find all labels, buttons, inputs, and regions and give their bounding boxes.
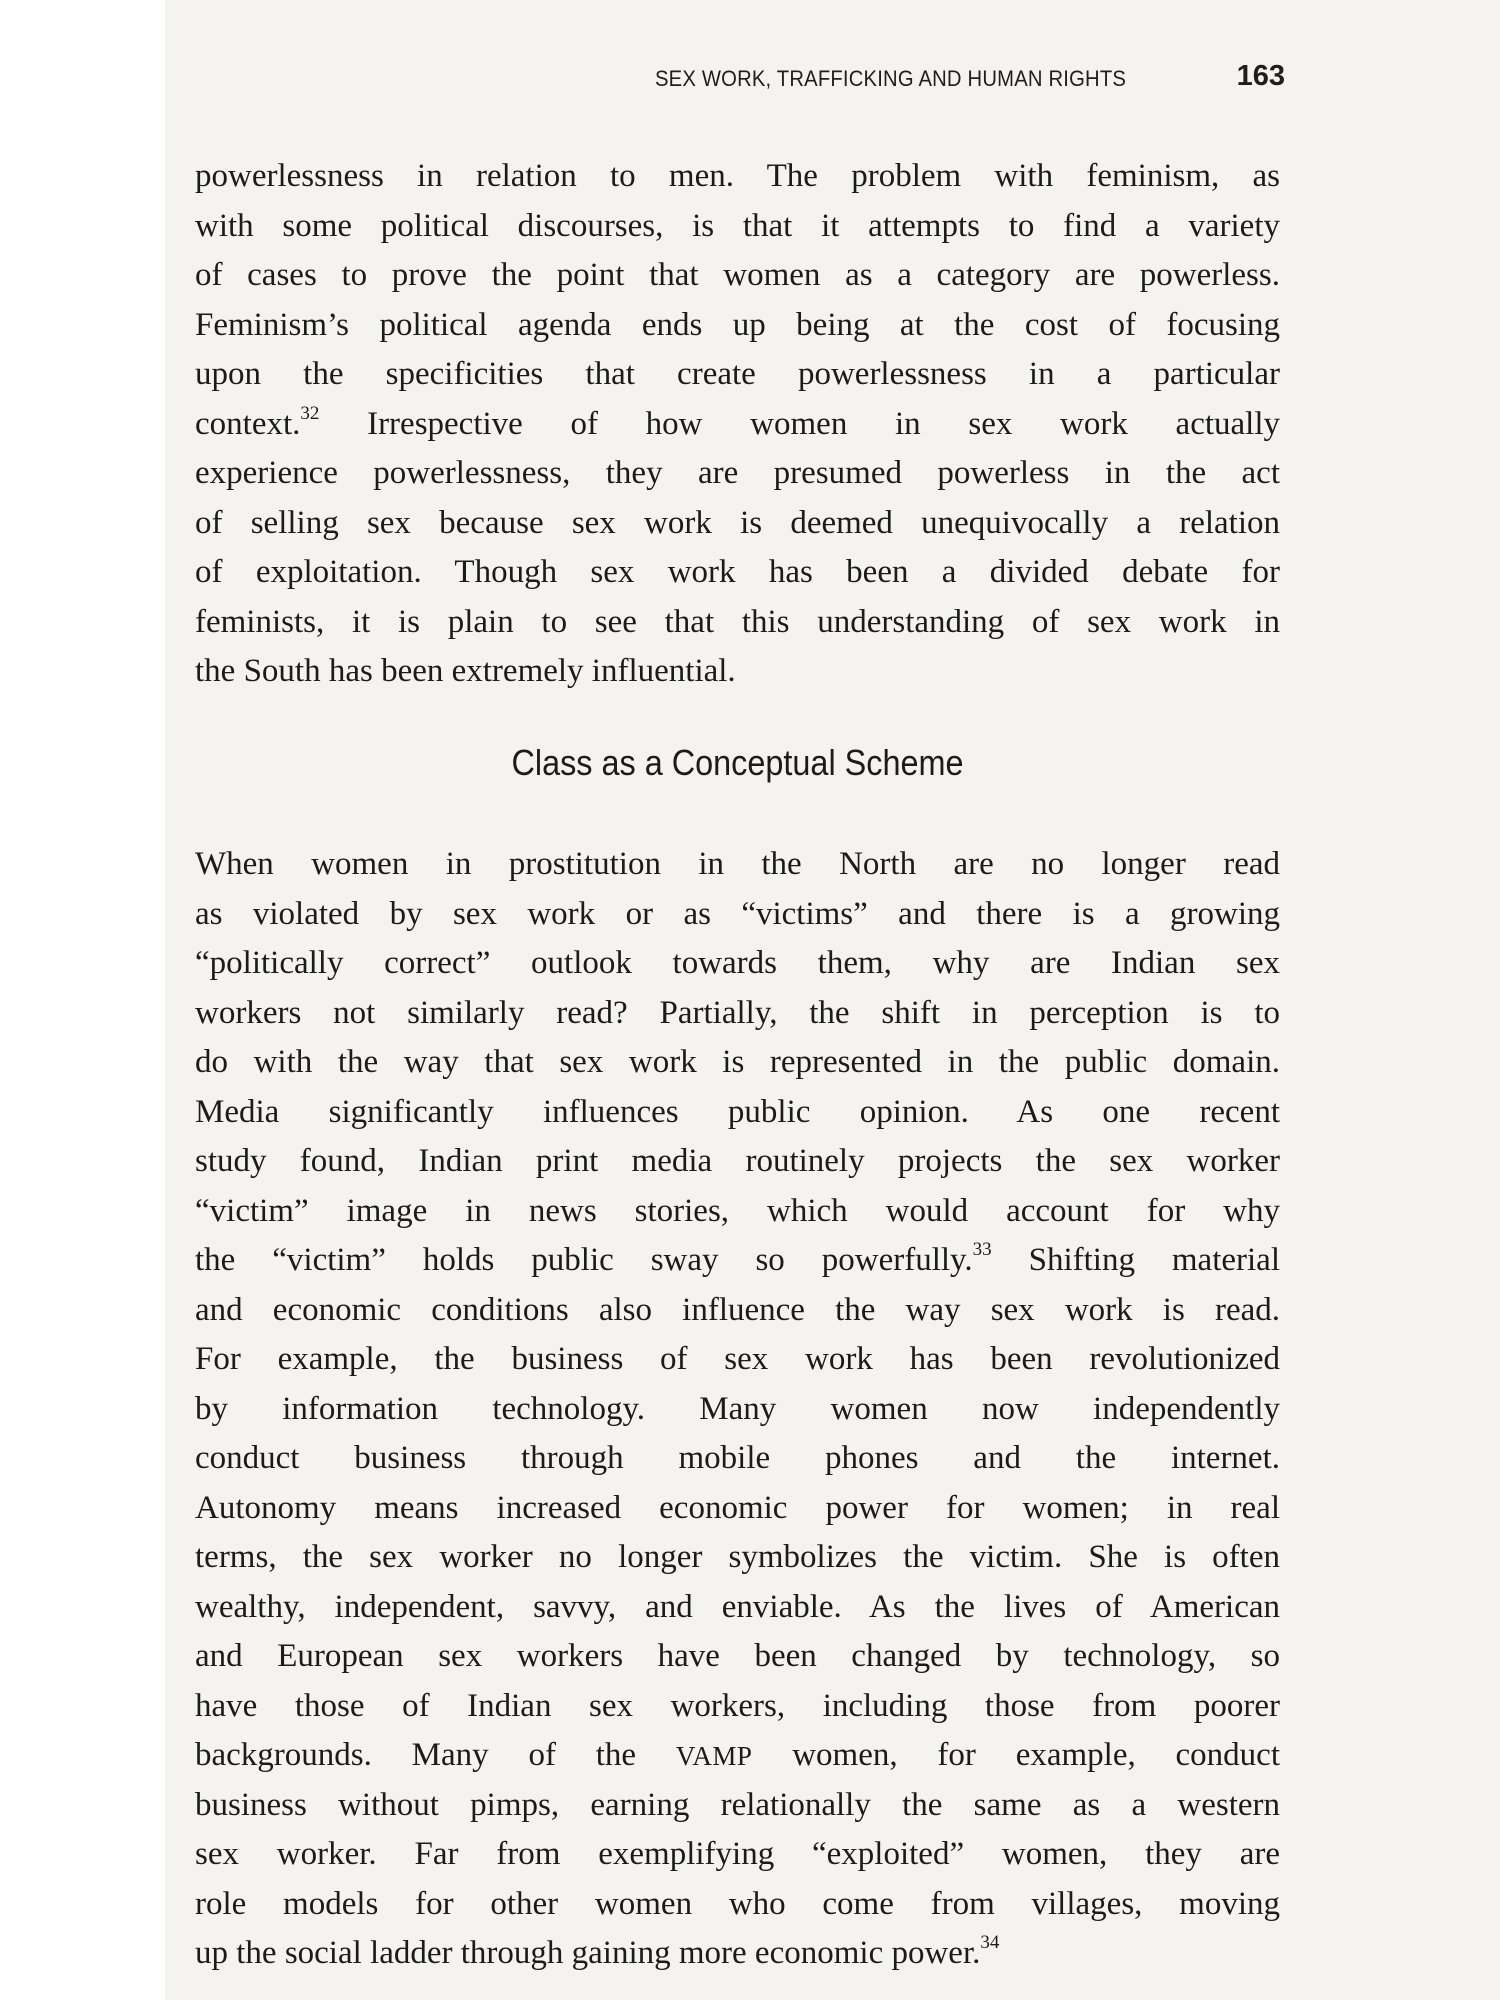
- text-line: [195, 548, 1280, 598]
- text-line: [195, 152, 1280, 202]
- running-head: SEX WORK, TRAFFICKING AND HUMAN RIGHTS: [655, 66, 1127, 91]
- text-line: [195, 1583, 1280, 1633]
- line-text: the “victim” holds public sway so powerfully.: [195, 1242, 973, 1278]
- line-text: of selling sex because sex work is deemed unequivocally a relation: [195, 504, 1280, 541]
- text-line: [195, 1731, 1280, 1781]
- line-text: Media significantly influences public opinion. As one recent: [195, 1093, 1280, 1130]
- text-line: [195, 1335, 1280, 1385]
- line-text: up the social ladder through gaining more economic power.: [195, 1935, 981, 1971]
- text-line: [195, 890, 1280, 940]
- text-line: [195, 1286, 1280, 1336]
- line-text: of exploitation. Though sex work has been a divided debate for: [195, 554, 1280, 590]
- line-text: context.: [195, 405, 301, 442]
- footnote-marker: 33: [972, 1239, 992, 1260]
- text-line: [195, 1038, 1280, 1088]
- line-text: upon the specificities that create powerlessness in a particular: [195, 356, 1280, 392]
- small-caps-text: VAMP: [675, 1741, 753, 1771]
- text-line: [195, 1830, 1280, 1880]
- text-line: [195, 598, 1280, 648]
- line-text: “politically correct” outlook towards them, why are Indian sex: [195, 945, 1280, 981]
- page-gutter: [0, 0, 165, 2000]
- line-text: study found, Indian print media routinely projects the sex worker: [195, 1143, 1280, 1179]
- line-text: terms, the sex worker no longer symbolizes the victim. She is often: [195, 1539, 1280, 1575]
- line-text: have those of Indian sex workers, including those from poorer: [195, 1687, 1280, 1724]
- line-text: do with the way that sex work is represented in the public domain.: [195, 1044, 1280, 1080]
- text-line: [195, 499, 1280, 549]
- text-line: [195, 202, 1280, 252]
- text-line: [195, 1385, 1280, 1435]
- text-line: [195, 1137, 1280, 1187]
- text-line: [195, 939, 1280, 989]
- line-text: experience powerlessness, they are presumed powerless in the act: [195, 455, 1280, 491]
- line-text: wealthy, independent, savvy, and enviable. As the lives of American: [195, 1588, 1280, 1625]
- text-line: [195, 350, 1280, 400]
- line-text: the South has been extremely influential.: [195, 653, 736, 689]
- text-line: [195, 1682, 1280, 1732]
- text-line: [195, 251, 1280, 301]
- text-line: [195, 1781, 1280, 1831]
- line-text: backgrounds. Many of the: [195, 1737, 676, 1773]
- text-line: [195, 1187, 1280, 1237]
- line-text-continued: Shifting material: [991, 1242, 1280, 1278]
- line-text-continued: Irrespective of how women in sex work actually: [319, 405, 1280, 442]
- line-text: When women in prostitution in the North are no longer read: [195, 846, 1280, 882]
- text-line: [195, 1533, 1280, 1583]
- text-line: [195, 1088, 1280, 1138]
- line-text: role models for other women who come from villages, moving: [195, 1885, 1280, 1922]
- footnote-marker: 34: [980, 1932, 1000, 1953]
- text-line: [195, 1484, 1280, 1534]
- paragraph-2: [195, 840, 1280, 1979]
- line-text-continued: women, for example, conduct: [752, 1737, 1280, 1773]
- text-line: [195, 301, 1280, 351]
- text-line: [195, 1632, 1280, 1682]
- page-number: 163: [1236, 60, 1285, 92]
- section-heading: Class as a Conceptual Scheme: [511, 742, 964, 783]
- line-text: For example, the business of sex work has been revolutionized: [195, 1341, 1280, 1377]
- line-text: as violated by sex work or as “victims” and there is a growing: [195, 895, 1280, 932]
- text-line: [195, 1236, 1280, 1286]
- line-text: and European sex workers have been changed by technology, so: [195, 1638, 1280, 1674]
- page-header: [655, 60, 1285, 100]
- line-text: and economic conditions also influence the way sex work is read.: [195, 1291, 1280, 1328]
- line-text: sex worker. Far from exemplifying “exploited” women, they are: [195, 1836, 1280, 1872]
- line-text: conduct business through mobile phones and the internet.: [195, 1440, 1280, 1476]
- line-text: of cases to prove the point that women as a category are powerless.: [195, 257, 1280, 293]
- text-line: [195, 989, 1280, 1039]
- text-line: [195, 647, 1280, 697]
- line-text: business without pimps, earning relationally the same as a western: [195, 1786, 1280, 1823]
- line-text: by information technology. Many women now independently: [195, 1390, 1280, 1427]
- text-line: [195, 1434, 1280, 1484]
- line-text: “victim” image in news stories, which would account for why: [195, 1192, 1280, 1229]
- line-text: with some political discourses, is that it attempts to find a variety: [195, 207, 1280, 244]
- text-line: [195, 400, 1280, 450]
- text-line: [195, 1929, 1280, 1979]
- text-line: [195, 1880, 1280, 1930]
- line-text: workers not similarly read? Partially, the shift in perception is to: [195, 994, 1280, 1031]
- line-text: feminists, it is plain to see that this understanding of sex work in: [195, 603, 1280, 640]
- line-text: powerlessness in relation to men. The problem with feminism, as: [195, 158, 1280, 194]
- text-line: [195, 840, 1280, 890]
- text-line: [195, 449, 1280, 499]
- footnote-marker: 32: [300, 402, 320, 424]
- line-text: Feminism’s political agenda ends up being at the cost of focusing: [195, 306, 1280, 343]
- line-text: Autonomy means increased economic power for women; in real: [195, 1489, 1280, 1526]
- paragraph-1: [195, 152, 1280, 697]
